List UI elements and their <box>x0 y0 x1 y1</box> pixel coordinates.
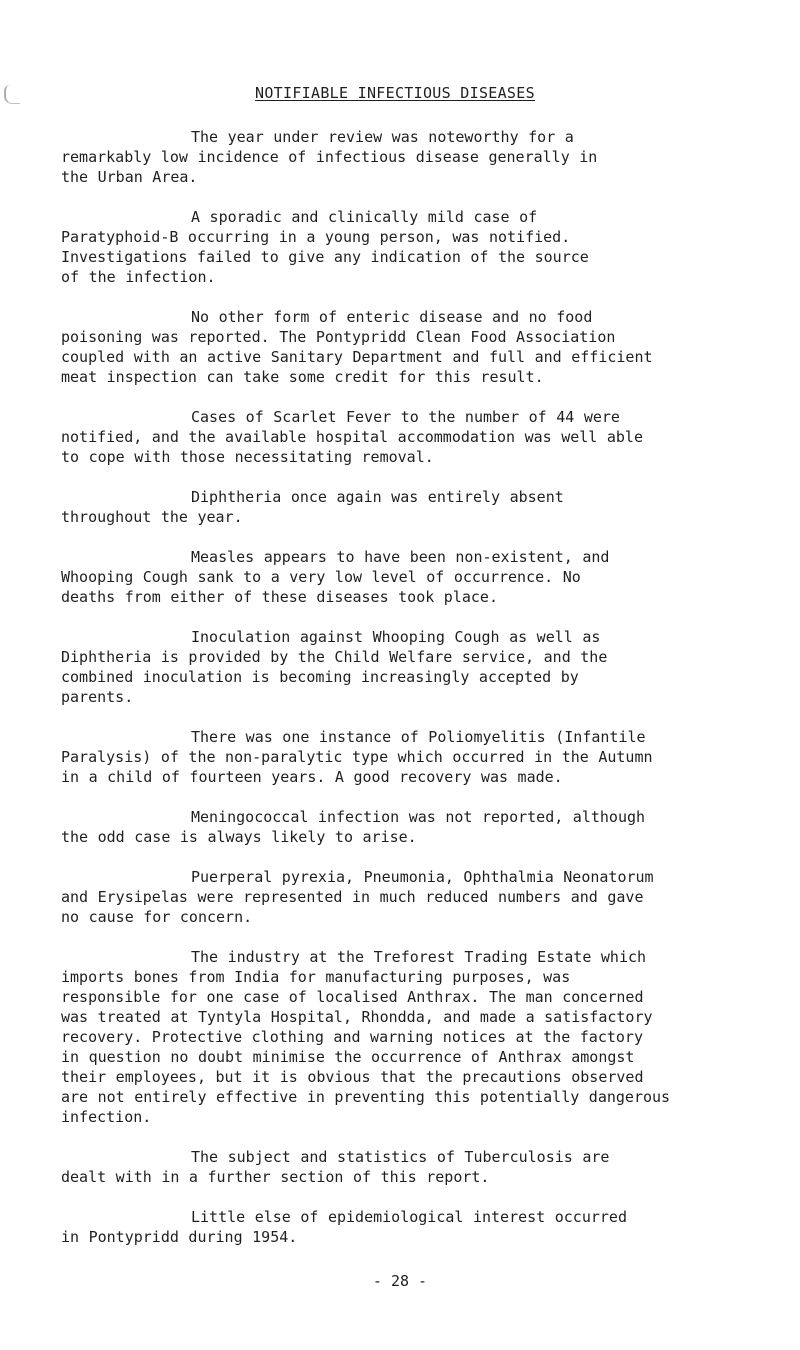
paragraph: The industry at the Treforest Trading Estate which imports bones from India for manufacturing purposes, was responsible for one case of localised Anthrax. The man concerned was treated at Tyntyla Hospital, Rhondda, and made a satisfactory recovery. Protective clothing and warning notices at the factory in question no doubt minimise the occurrence of Anthrax amongst their employees, but it is obvious that the precautions observed are not entirely effective in preventing this potentially dangerous infection. <box>61 948 671 1126</box>
paragraph: There was one instance of Poliomyelitis (Infantile Paralysis) of the non-paralytic type which occurred in the Autumn in a child of fourteen years. A good recovery was made. <box>61 728 653 786</box>
paragraph: Little else of epidemiological interest occurred in Pontypridd during 1954. <box>61 1208 627 1246</box>
paragraph: The subject and statistics of Tuberculosis are dealt with in a further section of this report. <box>61 1148 610 1186</box>
paragraph: Meningococcal infection was not reported, although the odd case is always likely to arise. <box>61 808 646 846</box>
scan-mark <box>4 85 20 104</box>
paragraph: A sporadic and clinically mild case of Paratyphoid-B occurring in a young person, was notified. Investigations failed to give any indication of the source of the infection. <box>61 208 589 286</box>
paragraph: The year under review was noteworthy for a remarkably low incidence of infectious disease generally in the Urban Area. <box>61 128 598 186</box>
page-number: - 28 - <box>372 1272 428 1290</box>
paragraph: Measles appears to have been non-existent, and Whooping Cough sank to a very low level of occurrence. No deaths from either of these diseases took place. <box>61 548 610 606</box>
paragraph: Inoculation against Whooping Cough as well as Diphtheria is provided by the Child Welfare service, and the combined inoculation is becoming increasingly accepted by parents. <box>61 628 608 706</box>
page-heading: NOTIFIABLE INFECTIOUS DISEASES <box>255 84 535 102</box>
paragraph: Cases of Scarlet Fever to the number of 44 were notified, and the available hospital accommodation was well able to cope with those necessitating removal. <box>61 408 643 466</box>
paragraph: No other form of enteric disease and no food poisoning was reported. The Pontypridd Clean Food Association coupled with an active Sanitary Department and full and efficient meat inspection can take some credit for this result. <box>61 308 653 386</box>
paragraph: Puerperal pyrexia, Pneumonia, Ophthalmia Neonatorum and Erysipelas were represented in much reduced numbers and gave no cause for concern. <box>61 868 654 926</box>
body-text <box>61 127 791 1267</box>
paragraph: Diphtheria once again was entirely absent throughout the year. <box>61 488 564 526</box>
